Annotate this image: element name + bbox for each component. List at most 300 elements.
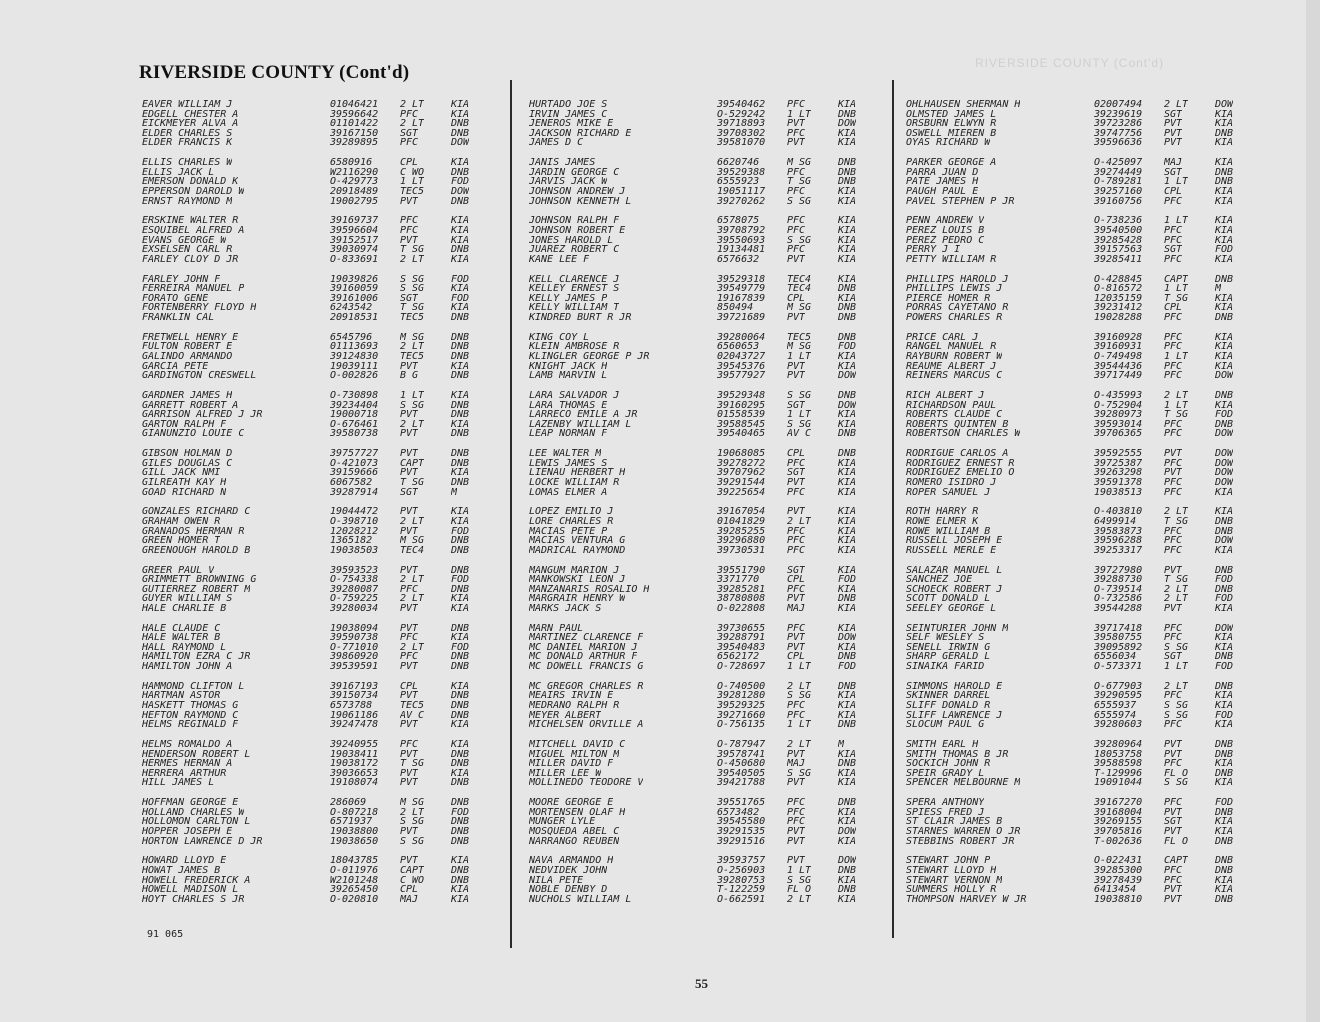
roster-name: HOLLOMON CARLTON L bbox=[142, 817, 251, 828]
roster-grade: 1 LT bbox=[1164, 177, 1189, 187]
roster-name: MANKOWSKI LEON J bbox=[529, 575, 626, 585]
roster-row bbox=[142, 652, 502, 662]
roster-name: SMITH THOMAS B JR bbox=[906, 749, 1009, 760]
roster-row bbox=[906, 701, 1264, 711]
roster-serial: 39280753 bbox=[717, 875, 766, 886]
roster-name: MACIAS PETE P bbox=[529, 526, 608, 537]
roster-status: DNB bbox=[838, 652, 857, 663]
roster-status: KIA bbox=[838, 128, 857, 139]
roster-serial: 39747756 bbox=[1094, 128, 1143, 139]
roster-group bbox=[906, 566, 1264, 624]
roster-row bbox=[529, 720, 887, 730]
roster-serial: 6580916 bbox=[330, 158, 373, 168]
roster-grade: PFC bbox=[400, 652, 419, 663]
roster-row bbox=[529, 652, 887, 662]
roster-serial: 39285255 bbox=[717, 526, 766, 537]
roster-serial: 39583873 bbox=[1094, 526, 1143, 537]
roster-serial: 39160295 bbox=[717, 400, 766, 411]
roster-grade: PFC bbox=[787, 584, 806, 595]
roster-name: SELF WESLEY S bbox=[906, 633, 985, 643]
roster-serial: 39544436 bbox=[1094, 361, 1143, 372]
roster-serial: O-807218 bbox=[330, 807, 379, 818]
roster-name: KINDRED BURT R JR bbox=[529, 312, 632, 323]
roster-name: FRANKLIN CAL bbox=[142, 312, 215, 323]
roster-row bbox=[529, 168, 887, 178]
roster-grade: S SG bbox=[787, 875, 812, 886]
roster-status: DNB bbox=[451, 817, 470, 828]
roster-serial: 39247478 bbox=[330, 720, 379, 730]
roster-name: LARA THOMAS E bbox=[529, 400, 608, 411]
roster-status: FOD bbox=[838, 662, 857, 672]
roster-row bbox=[529, 420, 887, 430]
roster-name: ROMERO ISIDRO J bbox=[906, 477, 997, 488]
roster-name: GRAHAM OWEN R bbox=[142, 516, 221, 527]
roster-row bbox=[906, 197, 1264, 207]
roster-row bbox=[906, 429, 1264, 439]
roster-grade: PVT bbox=[787, 749, 806, 760]
roster-name: JANIS JAMES bbox=[529, 158, 596, 168]
roster-serial: 19038513 bbox=[1094, 487, 1143, 498]
roster-name: JUAREZ ROBERT C bbox=[529, 245, 620, 255]
roster-row bbox=[906, 594, 1264, 604]
roster-row bbox=[906, 827, 1264, 837]
roster-name: MC DONALD ARTHUR F bbox=[529, 652, 638, 663]
roster-grade: CAPT bbox=[400, 866, 425, 876]
roster-grade: TEC4 bbox=[400, 545, 425, 556]
roster-serial: 1365182 bbox=[330, 536, 373, 546]
roster-name: NARRANGO REUBEN bbox=[529, 836, 620, 847]
roster-status: FOD bbox=[451, 526, 470, 537]
roster-name: GARCIA PETE bbox=[142, 361, 209, 372]
roster-row bbox=[529, 303, 887, 313]
roster-status: KIA bbox=[1215, 603, 1234, 614]
roster-name: SANCHEZ JOE bbox=[906, 575, 973, 585]
roster-group bbox=[142, 100, 502, 158]
roster-name: HOFFMAN GEORGE E bbox=[142, 798, 239, 808]
roster-row bbox=[529, 536, 887, 546]
roster-serial: 39152517 bbox=[330, 235, 379, 246]
roster-row bbox=[142, 711, 502, 721]
roster-grade: TEC5 bbox=[400, 312, 425, 323]
roster-grade: CAPT bbox=[1164, 274, 1189, 285]
roster-serial: 39265450 bbox=[330, 885, 379, 895]
roster-status: KIA bbox=[1215, 109, 1234, 120]
roster-name: GALINDO ARMANDO bbox=[142, 351, 233, 362]
roster-serial: 39529388 bbox=[717, 167, 766, 178]
roster-row bbox=[906, 546, 1264, 556]
roster-serial: 39161006 bbox=[330, 293, 379, 304]
roster-name: PERRY J I bbox=[906, 245, 961, 255]
roster-row bbox=[906, 750, 1264, 760]
roster-row bbox=[906, 662, 1264, 672]
roster-row bbox=[529, 352, 887, 362]
roster-group bbox=[906, 391, 1264, 449]
roster-row bbox=[142, 507, 502, 517]
roster-row bbox=[529, 401, 887, 411]
roster-status: FOD bbox=[1215, 662, 1234, 672]
roster-grade: TEC5 bbox=[400, 701, 425, 711]
roster-serial: 39036653 bbox=[330, 768, 379, 779]
roster-serial: 39290595 bbox=[1094, 691, 1143, 702]
roster-name: HAMILTON EZRA C JR bbox=[142, 652, 251, 663]
roster-row bbox=[906, 168, 1264, 178]
roster-grade: 2 LT bbox=[787, 516, 812, 527]
roster-group bbox=[906, 798, 1264, 856]
roster-row bbox=[142, 817, 502, 827]
roster-status: DOW bbox=[838, 119, 857, 129]
roster-grade: PFC bbox=[1164, 419, 1183, 430]
roster-row bbox=[529, 449, 887, 459]
roster-serial: 39169737 bbox=[330, 216, 379, 226]
roster-serial: O-573371 bbox=[1094, 662, 1143, 672]
roster-name: KELLEY ERNEST S bbox=[529, 284, 620, 294]
roster-status: DNB bbox=[451, 662, 470, 672]
roster-group bbox=[906, 740, 1264, 798]
roster-serial: 39588545 bbox=[717, 419, 766, 430]
roster-serial: 39280087 bbox=[330, 584, 379, 595]
roster-status: DOW bbox=[838, 633, 857, 643]
roster-status: KIA bbox=[451, 507, 470, 517]
roster-row bbox=[529, 585, 887, 595]
roster-serial: 19039826 bbox=[330, 274, 379, 285]
roster-row bbox=[142, 410, 502, 420]
roster-serial: O-403810 bbox=[1094, 507, 1143, 517]
roster-row bbox=[906, 817, 1264, 827]
roster-grade: PFC bbox=[1164, 235, 1183, 246]
roster-status: KIA bbox=[838, 691, 857, 702]
roster-name: SLIFF LAWRENCE J bbox=[906, 710, 1003, 721]
roster-name: GILREATH KAY H bbox=[142, 477, 227, 488]
roster-row bbox=[529, 701, 887, 711]
roster-serial: 02007494 bbox=[1094, 100, 1143, 110]
roster-status: DNB bbox=[838, 681, 857, 692]
roster-status: KIA bbox=[1215, 400, 1234, 411]
page-number: 55 bbox=[695, 976, 708, 991]
roster-row bbox=[906, 100, 1264, 110]
roster-row bbox=[906, 255, 1264, 265]
roster-serial: 39551790 bbox=[717, 565, 766, 576]
roster-grade: MAJ bbox=[787, 759, 806, 769]
roster-row bbox=[529, 517, 887, 527]
roster-status: DOW bbox=[1215, 477, 1234, 488]
roster-name: JOHNSON RALPH F bbox=[529, 216, 620, 226]
roster-row bbox=[529, 740, 887, 750]
roster-status: DNB bbox=[451, 477, 470, 488]
roster-status: DNB bbox=[1215, 807, 1234, 818]
roster-status: KIA bbox=[451, 254, 470, 265]
roster-serial: O-738236 bbox=[1094, 216, 1143, 226]
roster-name: HELMS ROMALDO A bbox=[142, 740, 233, 750]
roster-name: RUSSELL MERLE E bbox=[906, 545, 997, 556]
roster-group bbox=[142, 798, 502, 856]
roster-serial: 39280034 bbox=[330, 603, 379, 614]
roster-serial: 39167150 bbox=[330, 128, 379, 139]
roster-name: PARRA JUAN D bbox=[906, 167, 979, 178]
roster-status: DNB bbox=[838, 866, 857, 876]
roster-status: DNB bbox=[1215, 128, 1234, 139]
roster-status: DOW bbox=[1215, 458, 1234, 469]
roster-name: RUSSELL JOSEPH E bbox=[906, 536, 1003, 546]
roster-name: HILL JAMES L bbox=[142, 778, 215, 789]
roster-row bbox=[906, 566, 1264, 576]
roster-row bbox=[142, 827, 502, 837]
roster-name: MORTENSEN OLAF H bbox=[529, 807, 626, 818]
roster-status: DNB bbox=[838, 303, 857, 313]
roster-status: KIA bbox=[1215, 216, 1234, 226]
roster-group bbox=[906, 449, 1264, 507]
roster-name: LEE WALTER M bbox=[529, 449, 602, 459]
roster-status: KIA bbox=[1215, 875, 1234, 886]
roster-grade: S SG bbox=[787, 419, 812, 430]
roster-name: EICKMEYER ALVA A bbox=[142, 119, 239, 129]
roster-name: KLINGLER GEORGE P JR bbox=[529, 351, 650, 362]
roster-serial: 39168004 bbox=[1094, 807, 1143, 818]
roster-serial: O-728697 bbox=[717, 662, 766, 672]
roster-status: KIA bbox=[451, 390, 470, 401]
roster-row bbox=[529, 895, 887, 905]
roster-status: KIA bbox=[838, 419, 857, 430]
roster-name: ESQUIBEL ALFRED A bbox=[142, 225, 245, 236]
roster-status: DNB bbox=[451, 778, 470, 789]
roster-row bbox=[142, 682, 502, 692]
roster-grade: B G bbox=[400, 371, 419, 381]
roster-row bbox=[142, 750, 502, 760]
roster-status: DNB bbox=[451, 749, 470, 760]
roster-grade: SGT bbox=[400, 487, 419, 498]
roster-grade: PVT bbox=[787, 312, 806, 323]
roster-status: FOD bbox=[1215, 594, 1234, 604]
roster-serial: O-002826 bbox=[330, 371, 379, 381]
roster-status: KIA bbox=[1215, 827, 1234, 837]
roster-grade: PFC bbox=[1164, 371, 1183, 381]
roster-name: HAMMOND CLIFTON L bbox=[142, 681, 245, 692]
roster-row bbox=[529, 197, 887, 207]
roster-serial: 39717449 bbox=[1094, 371, 1143, 381]
roster-serial: 39291535 bbox=[717, 827, 766, 837]
roster-status: KIA bbox=[838, 138, 857, 148]
roster-status: KIA bbox=[838, 536, 857, 546]
roster-status: KIA bbox=[838, 749, 857, 760]
roster-name: GARTON RALPH F bbox=[142, 419, 227, 430]
roster-status: FOD bbox=[1215, 245, 1234, 255]
roster-row bbox=[529, 488, 887, 498]
roster-name: GIBSON HOLMAN D bbox=[142, 449, 233, 459]
roster-row bbox=[529, 566, 887, 576]
roster-serial: 01558539 bbox=[717, 410, 766, 420]
roster-status: KIA bbox=[838, 477, 857, 488]
roster-name: REAUME ALBERT J bbox=[906, 361, 997, 372]
roster-row bbox=[906, 633, 1264, 643]
roster-row bbox=[142, 566, 502, 576]
roster-serial: 39257160 bbox=[1094, 186, 1143, 197]
roster-status: KIA bbox=[451, 633, 470, 643]
roster-status: KIA bbox=[451, 361, 470, 372]
roster-name: JOHNSON ANDREW J bbox=[529, 186, 626, 197]
roster-status: DNB bbox=[838, 798, 857, 808]
roster-row bbox=[142, 720, 502, 730]
roster-row bbox=[142, 594, 502, 604]
roster-status: KIA bbox=[451, 594, 470, 604]
roster-grade: PFC bbox=[787, 487, 806, 498]
roster-row bbox=[906, 604, 1264, 614]
roster-grade: SGT bbox=[1164, 817, 1183, 828]
roster-serial: O-662591 bbox=[717, 894, 766, 905]
roster-row bbox=[906, 284, 1264, 294]
roster-grade: PVT bbox=[787, 594, 806, 604]
roster-grade: 2 LT bbox=[400, 254, 425, 265]
roster-row bbox=[142, 575, 502, 585]
roster-name: MICHELSEN ORVILLE A bbox=[529, 720, 644, 730]
roster-grade: PFC bbox=[787, 701, 806, 711]
roster-grade: PFC bbox=[400, 633, 419, 643]
roster-serial: O-398710 bbox=[330, 516, 379, 527]
roster-name: GARDNER JAMES H bbox=[142, 390, 233, 401]
roster-status: DNB bbox=[1215, 390, 1234, 401]
roster-name: JAMES D C bbox=[529, 138, 584, 148]
roster-row bbox=[142, 546, 502, 556]
roster-grade: PFC bbox=[787, 458, 806, 469]
roster-row bbox=[142, 856, 502, 866]
roster-status: DNB bbox=[838, 158, 857, 168]
roster-name: MANZANARIS ROSALIO H bbox=[529, 584, 650, 595]
roster-group bbox=[906, 682, 1264, 740]
roster-row bbox=[529, 594, 887, 604]
roster-row bbox=[906, 866, 1264, 876]
roster-row bbox=[906, 837, 1264, 847]
roster-group bbox=[142, 158, 502, 216]
roster-status: KIA bbox=[1215, 885, 1234, 895]
roster-status: DNB bbox=[451, 449, 470, 459]
roster-row bbox=[142, 216, 502, 226]
roster-status: DOW bbox=[838, 400, 857, 411]
roster-serial: 39588598 bbox=[1094, 759, 1143, 769]
roster-row bbox=[906, 342, 1264, 352]
roster-grade: PFC bbox=[1164, 254, 1183, 265]
roster-status: DNB bbox=[451, 536, 470, 546]
roster-row bbox=[906, 585, 1264, 595]
roster-status: KIA bbox=[838, 351, 857, 362]
roster-serial: 39596636 bbox=[1094, 138, 1143, 148]
roster-status: DNB bbox=[451, 196, 470, 207]
roster-name: MADRICAL RAYMOND bbox=[529, 545, 626, 556]
roster-grade: PFC bbox=[1164, 526, 1183, 537]
roster-name: LEWIS JAMES S bbox=[529, 458, 608, 469]
roster-serial: 01046421 bbox=[330, 100, 379, 110]
roster-group bbox=[906, 507, 1264, 565]
roster-row bbox=[906, 226, 1264, 236]
roster-serial: 39239619 bbox=[1094, 109, 1143, 120]
roster-name: ROBERTSON CHARLES W bbox=[906, 429, 1021, 439]
roster-serial: 39285281 bbox=[717, 584, 766, 595]
roster-row bbox=[142, 517, 502, 527]
roster-status: KIA bbox=[838, 768, 857, 779]
roster-status: DNB bbox=[1215, 856, 1234, 867]
roster-name: KANE LEE F bbox=[529, 254, 590, 265]
roster-serial: O-754338 bbox=[330, 575, 379, 585]
roster-serial: 12028212 bbox=[330, 526, 379, 537]
roster-grade: 1 LT bbox=[1164, 351, 1189, 362]
roster-name: LOPEZ EMILIO J bbox=[529, 507, 614, 517]
roster-group bbox=[529, 624, 887, 682]
roster-grade: S SG bbox=[1164, 778, 1189, 789]
roster-group bbox=[906, 100, 1264, 158]
roster-grade: FL O bbox=[1164, 768, 1189, 779]
roster-row bbox=[142, 303, 502, 313]
roster-serial: 39234404 bbox=[330, 400, 379, 411]
roster-status: KIA bbox=[838, 507, 857, 517]
roster-status: KIA bbox=[451, 419, 470, 430]
roster-name: SKINNER DARREL bbox=[906, 691, 991, 702]
roster-grade: PVT bbox=[400, 827, 419, 837]
roster-serial: 19038172 bbox=[330, 759, 379, 769]
roster-status: KIA bbox=[838, 274, 857, 285]
roster-row bbox=[529, 876, 887, 886]
roster-status: DNB bbox=[838, 167, 857, 178]
roster-grade: SGT bbox=[787, 468, 806, 478]
roster-serial: 39540500 bbox=[1094, 225, 1143, 236]
roster-name: RODRIGUEZ ERNEST R bbox=[906, 458, 1015, 469]
roster-group bbox=[906, 856, 1264, 914]
roster-serial: 39578741 bbox=[717, 749, 766, 760]
roster-row bbox=[529, 410, 887, 420]
roster-grade: SGT bbox=[787, 400, 806, 411]
roster-serial: 6499914 bbox=[1094, 516, 1137, 527]
roster-serial: 19038503 bbox=[330, 545, 379, 556]
roster-name: MANGUM MARION J bbox=[529, 565, 620, 576]
roster-status: DOW bbox=[1215, 429, 1234, 439]
roster-grade: PVT bbox=[787, 778, 806, 789]
roster-row bbox=[906, 624, 1264, 634]
roster-serial: 39157563 bbox=[1094, 245, 1143, 255]
roster-status: DNB bbox=[838, 429, 857, 439]
roster-row bbox=[906, 352, 1264, 362]
roster-grade: 1 LT bbox=[787, 410, 812, 420]
roster-row bbox=[142, 759, 502, 769]
roster-grade: PFC bbox=[1164, 342, 1183, 352]
roster-group bbox=[529, 216, 887, 274]
roster-name: ERSKINE WALTER R bbox=[142, 216, 239, 226]
roster-name: KING COY L bbox=[529, 332, 590, 343]
roster-status: KIA bbox=[1215, 633, 1234, 643]
roster-grade: PVT bbox=[400, 768, 419, 779]
roster-grade: PVT bbox=[400, 856, 419, 867]
roster-group bbox=[529, 275, 887, 333]
roster-grade: PFC bbox=[787, 186, 806, 197]
roster-grade: PFC bbox=[400, 584, 419, 595]
roster-grade: PFC bbox=[1164, 691, 1183, 702]
roster-row bbox=[142, 536, 502, 546]
roster-group bbox=[529, 682, 887, 740]
roster-status: KIA bbox=[838, 468, 857, 478]
roster-row bbox=[906, 876, 1264, 886]
roster-serial: 39288730 bbox=[1094, 575, 1143, 585]
roster-name: JONES HAROLD L bbox=[529, 235, 614, 246]
roster-row bbox=[142, 662, 502, 672]
roster-row bbox=[142, 837, 502, 847]
roster-serial: 6578075 bbox=[717, 216, 760, 226]
roster-status: KIA bbox=[838, 603, 857, 614]
roster-grade: M SG bbox=[400, 798, 425, 808]
roster-row bbox=[906, 885, 1264, 895]
roster-serial: 39581070 bbox=[717, 138, 766, 148]
roster-row bbox=[906, 517, 1264, 527]
roster-status: FOD bbox=[451, 293, 470, 304]
roster-name: ORSBURN ELWYN R bbox=[906, 119, 997, 129]
roster-serial: 6576632 bbox=[717, 254, 760, 265]
roster-grade: MAJ bbox=[787, 603, 806, 614]
roster-status: DNB bbox=[451, 119, 470, 129]
roster-group bbox=[142, 507, 502, 565]
